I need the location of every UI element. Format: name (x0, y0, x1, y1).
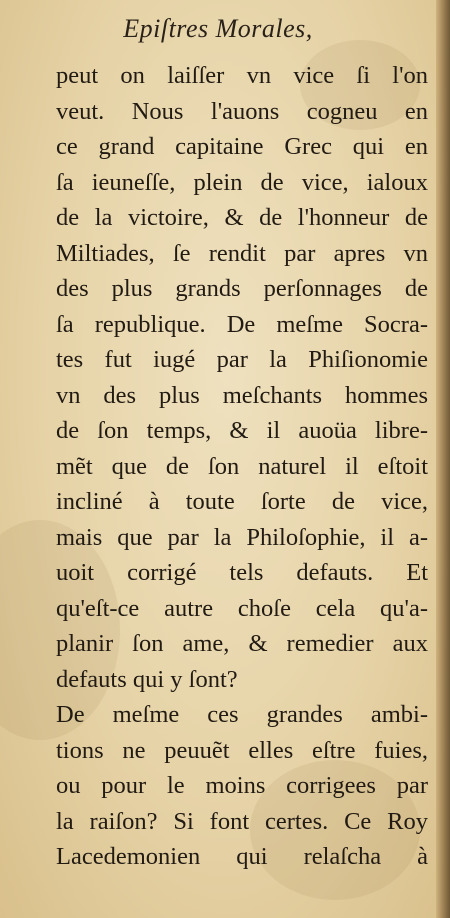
text-line: defauts qui y ſont? (56, 665, 238, 693)
text-line: uoit corrigé tels defauts. Et (56, 559, 428, 586)
body-text (56, 58, 428, 875)
text-line: peut on laiſſer vn vice ſi l'on (56, 62, 428, 89)
text-line: ſa ieuneſſe, plein de vice, ialoux (56, 168, 428, 196)
running-title: Epiſtres Morales, (123, 14, 313, 43)
text-line: de ſon temps, & il auoüa libre- (56, 417, 428, 444)
text-line: mẽt que de ſon naturel il eſtoit (56, 452, 428, 480)
text-line: ce grand capitaine Grec qui en (56, 133, 428, 160)
text-line: incliné à toute ſorte de vice, (56, 488, 428, 515)
text-line: de la victoire, & de l'honneur de (56, 204, 428, 231)
text-line: mais que par la Philoſophie, il a- (56, 523, 428, 551)
text-line: qu'eſt-ce autre choſe cela qu'a- (56, 594, 428, 622)
book-gutter-edge (436, 0, 450, 918)
text-line: Miltiades, ſe rendit par apres vn (56, 239, 428, 267)
text-line: vn des plus meſchants hommes (56, 381, 428, 409)
text-line: ou pour le moins corrigees par (56, 772, 428, 799)
text-line: De meſme ces grandes ambi- (56, 701, 428, 728)
text-line: veut. Nous l'auons cogneu en (56, 97, 428, 125)
text-line: planir ſon ame, & remedier aux (56, 630, 428, 657)
text-line: Lacedemonien qui relaſcha à (56, 843, 428, 870)
text-line: tes fut iugé par la Phiſionomie (56, 346, 428, 373)
text-line: ſa republique. De meſme Socra- (56, 310, 428, 338)
text-line: des plus grands perſonnages de (56, 275, 428, 302)
text-line: la raiſon? Si font certes. Ce Roy (56, 807, 428, 835)
text-line: tions ne peuuẽt elles eſtre fuies, (56, 736, 428, 764)
